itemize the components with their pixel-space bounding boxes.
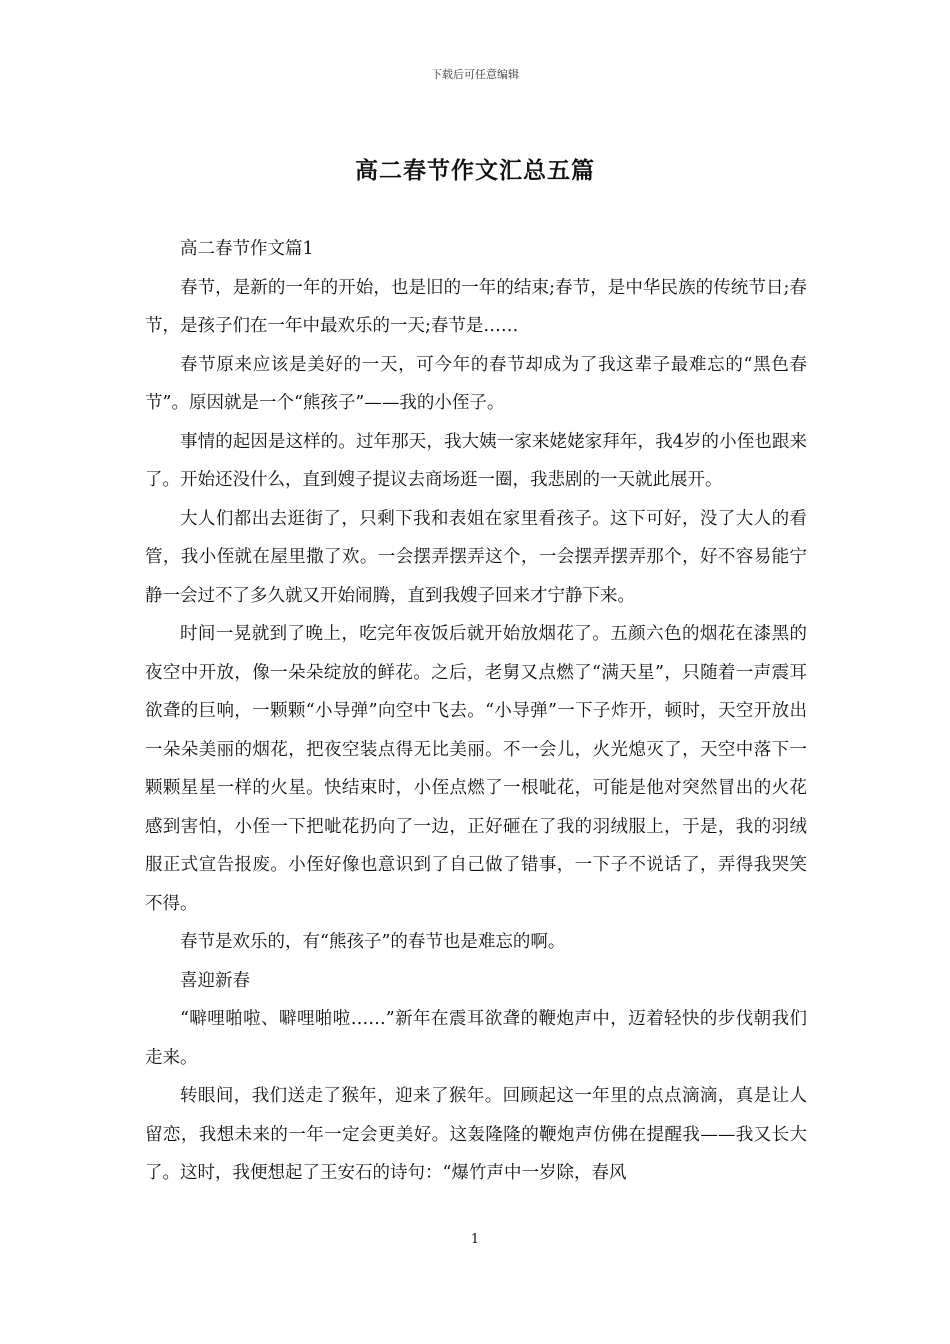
paragraph: 大人们都出去逛街了，只剩下我和表姐在家里看孩子。这下可好，没了大人的看管，我小侄就在屋里撒了欢。一会摆弄摆弄这个，一会摆弄摆弄那个，好不容易能宁静一会过不了多久就又开始闹腾，直到我嫂子回来才宁静下来。: [145, 508, 807, 606]
paragraph: 春节是欢乐的，有“熊孩子”的春节也是难忘的啊。: [180, 932, 566, 952]
document-title: 高二春节作文汇总五篇: [355, 157, 595, 184]
paragraph: 事情的起因是这样的。过年那天，我大姨一家来姥姥家拜年，我4岁的小侄也跟来了。开始还没什么，直到嫂子提议去商场逛一圈，我悲剧的一天就此展开。: [145, 431, 807, 490]
paragraph: 转眼间，我们送走了猴年，迎来了猴年。回顾起这一年里的点点滴滴，真是让人留恋，我想未来的一年一定会更美好。这轰隆隆的鞭炮声仿佛在提醒我——我又长大了。这时，我便想起了王安石的诗句：“爆竹声中一岁除，春风: [145, 1086, 807, 1183]
header-note: 下载后可任意编辑: [431, 68, 519, 81]
paragraph: 春节原来应该是美好的一天，可今年的春节却成为了我这辈子最难忘的“黑色春节”。原因就是一个“熊孩子”——我的小侄子。: [145, 354, 807, 413]
section-heading: 喜迎新春: [180, 970, 250, 991]
paragraph: 春节，是新的一年的开始，也是旧的一年的结束;春节，是中华民族的传统节日;春节，是孩子们在一年中最欢乐的一天;春节是……: [145, 277, 807, 336]
paragraph: “噼哩啪啦、噼哩啪啦……”新年在震耳欲聋的鞭炮声中，迈着轻快的步伐朝我们走来。: [145, 1009, 807, 1068]
section-heading: 高二春节作文篇1: [180, 239, 314, 259]
page-number: 1: [470, 1232, 480, 1247]
document-body: [145, 230, 807, 1193]
paragraph: 时间一晃就到了晚上，吃完年夜饭后就开始放烟花了。五颜六色的烟花在漆黑的夜空中开放，像一朵朵绽放的鲜花。之后，老舅又点燃了“满天星”，只随着一声震耳欲聋的巨响，一颗颗“小导弹”向空中飞去。“小导弹”一下子炸开，顿时，天空开放出一朵朵美丽的烟花，把夜空装点得无比美丽。不一会儿，火光熄灭了，天空中落下一颗颗星星一样的火星。快结束时，小侄点燃了一根呲花，可能是他对突然冒出的火花感到害怕，小侄一下把呲花扔向了一边，正好砸在了我的羽绒服上，于是，我的羽绒服正式宣告报废。小侄好像也意识到了自己做了错事，一下子不说话了，弄得我哭笑不得。: [145, 624, 807, 914]
